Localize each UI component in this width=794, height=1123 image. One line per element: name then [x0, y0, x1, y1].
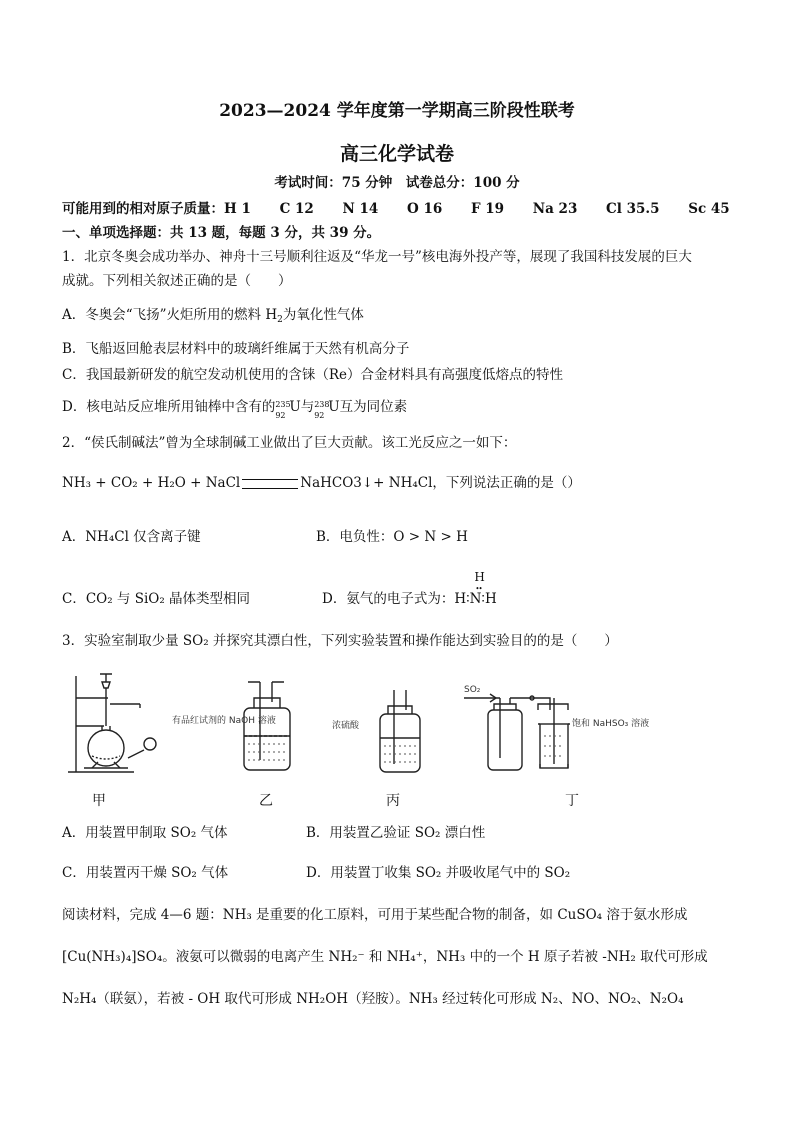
mass-number: 235: [275, 400, 291, 409]
equation-left: NH₃ + CO₂ + H₂O + NaCl: [62, 475, 241, 491]
q3-option-a: A．用装置甲制取 SO₂ 气体: [62, 825, 228, 841]
atomic-mass: F 19: [470, 201, 505, 217]
electron-formula-main: H∶N∶H: [454, 591, 497, 607]
electron-formula: [454, 570, 497, 608]
atomic-mass: H 1: [224, 201, 251, 217]
q1-stem-line1: 1．北京冬奥会成功举办、神舟十三号顺利往返及“华龙一号”核电海外投产等，展现了我国科技发展的巨大: [62, 249, 692, 265]
apparatus-label-bing: 丙: [386, 793, 400, 809]
page-title: 2023—2024 学年度第一学期高三阶段性联考: [219, 101, 575, 121]
element-symbol: U: [289, 399, 301, 415]
atomic-masses-label: 可能用到的相对原子质量：: [62, 201, 224, 217]
mass-number: 238: [314, 400, 330, 409]
q3-option-c: C．用装置丙干燥 SO₂ 气体: [62, 865, 229, 881]
atomic-mass: Sc 45: [688, 201, 730, 217]
section-heading: 一、单项选择题：共 13 题，每题 3 分，共 39 分。: [62, 225, 381, 241]
atomic-mass: C 12: [279, 201, 314, 217]
page-subtitle: 高三化学试卷: [339, 143, 454, 165]
q2-d-text: D．氨气的电子式为：: [322, 591, 455, 607]
q1-a-text-post: 为氧化性气体: [282, 307, 364, 323]
q2-option-b: B．电负性：O > N > H: [316, 529, 468, 545]
lone-pair-dots: ••: [475, 585, 482, 593]
q1-d-text: D．核电站反应堆所用铀棒中含有的: [62, 399, 276, 415]
reading-line1: 阅读材料，完成 4—6 题：NH₃ 是重要的化工原料，可用于某些配合物的制备，如 CuSO₄ 溶于氨水形成: [62, 907, 688, 923]
q2-stem: 2．“侯氏制碱法”曾为全球制碱工业做出了巨大贡献。该工光反应之一如下：: [62, 435, 517, 451]
q1-option-a: [62, 306, 364, 329]
q1-d-mid: 与: [300, 399, 315, 415]
atomic-mass: O 16: [407, 201, 443, 217]
electron-formula-top: H: [474, 570, 485, 584]
atomic-number: 92: [314, 411, 325, 420]
equals-sign: [242, 479, 298, 489]
q3-option-b: B．用装置乙验证 SO₂ 漂白性: [306, 825, 486, 841]
atomic-mass: N 14: [342, 201, 379, 217]
reading-line3: N₂H₄（联氨），若被 - OH 取代可形成 NH₂OH（羟胺）。NH₃ 经过转化可形成 N₂、NO、NO₂、N₂O₄: [62, 991, 684, 1007]
isotope-u238: [314, 398, 330, 420]
apparatus-ding: [458, 684, 650, 780]
atomic-mass: Cl 35.5: [606, 201, 660, 217]
apparatus-label-yi: 乙: [259, 793, 273, 809]
q2-option-d: [322, 570, 497, 608]
q1-option-d: [62, 398, 408, 420]
equation-right: NaHCO3↓+ NH₄Cl，下列说法正确的是（）: [300, 475, 581, 491]
q1-option-c: C．我国最新研发的航空发动机使用的含铼（Re）合金材料具有高强度低熔点的特性: [62, 367, 563, 383]
element-symbol: U: [328, 399, 340, 415]
exam-info: 考试时间：75 分钟 试卷总分：100 分: [274, 175, 520, 191]
apparatus-jia: [64, 668, 176, 780]
atomic-number: 92: [275, 411, 286, 420]
isotope-u235: [275, 398, 291, 420]
ding-gas-label: SO₂: [464, 685, 481, 695]
q2-option-c: C．CO₂ 与 SiO₂ 晶体类型相同: [62, 591, 251, 607]
q2-option-a: A．NH₄Cl 仅含离子键: [62, 529, 201, 545]
q1-a-sub: 2: [277, 315, 283, 325]
q2-equation: [62, 474, 581, 492]
apparatus-label-jia: 甲: [92, 793, 106, 809]
q1-a-text: A．冬奥会“飞扬”火炬所用的燃料 H: [62, 307, 278, 323]
apparatus-bing: [330, 690, 430, 780]
bing-solution-label: 浓硫酸: [332, 721, 360, 731]
q1-stem-line2: 成就。下列相关叙述正确的是（ ）: [62, 273, 292, 289]
apparatus-label-ding: 丁: [565, 793, 579, 809]
q1-option-b: B．飞船返回舱表层材料中的玻璃纤维属于天然有机高分子: [62, 341, 410, 357]
q1-d-text-post: 互为同位素: [339, 399, 408, 415]
atomic-masses-line: [62, 200, 730, 218]
atomic-mass: Na 23: [532, 201, 578, 217]
ding-solution-label: 饱和 NaHSO₃ 溶液: [572, 719, 650, 729]
q3-stem: 3．实验室制取少量 SO₂ 并探究其漂白性，下列实验装置和操作能达到实验目的的是（ ）: [62, 633, 618, 649]
apparatus-yi: [172, 678, 302, 778]
reading-line2: [Cu(NH₃)₄]SO₄。液氨可以微弱的电离产生 NH₂⁻ 和 NH₄⁺，NH₃ 中的一个 H 原子若被 -NH₂ 取代可形成: [62, 949, 708, 965]
yi-solution-label: 有品红试剂的 NaOH 溶液: [172, 716, 276, 726]
q3-option-d: D．用装置丁收集 SO₂ 并吸收尾气中的 SO₂: [306, 865, 571, 881]
